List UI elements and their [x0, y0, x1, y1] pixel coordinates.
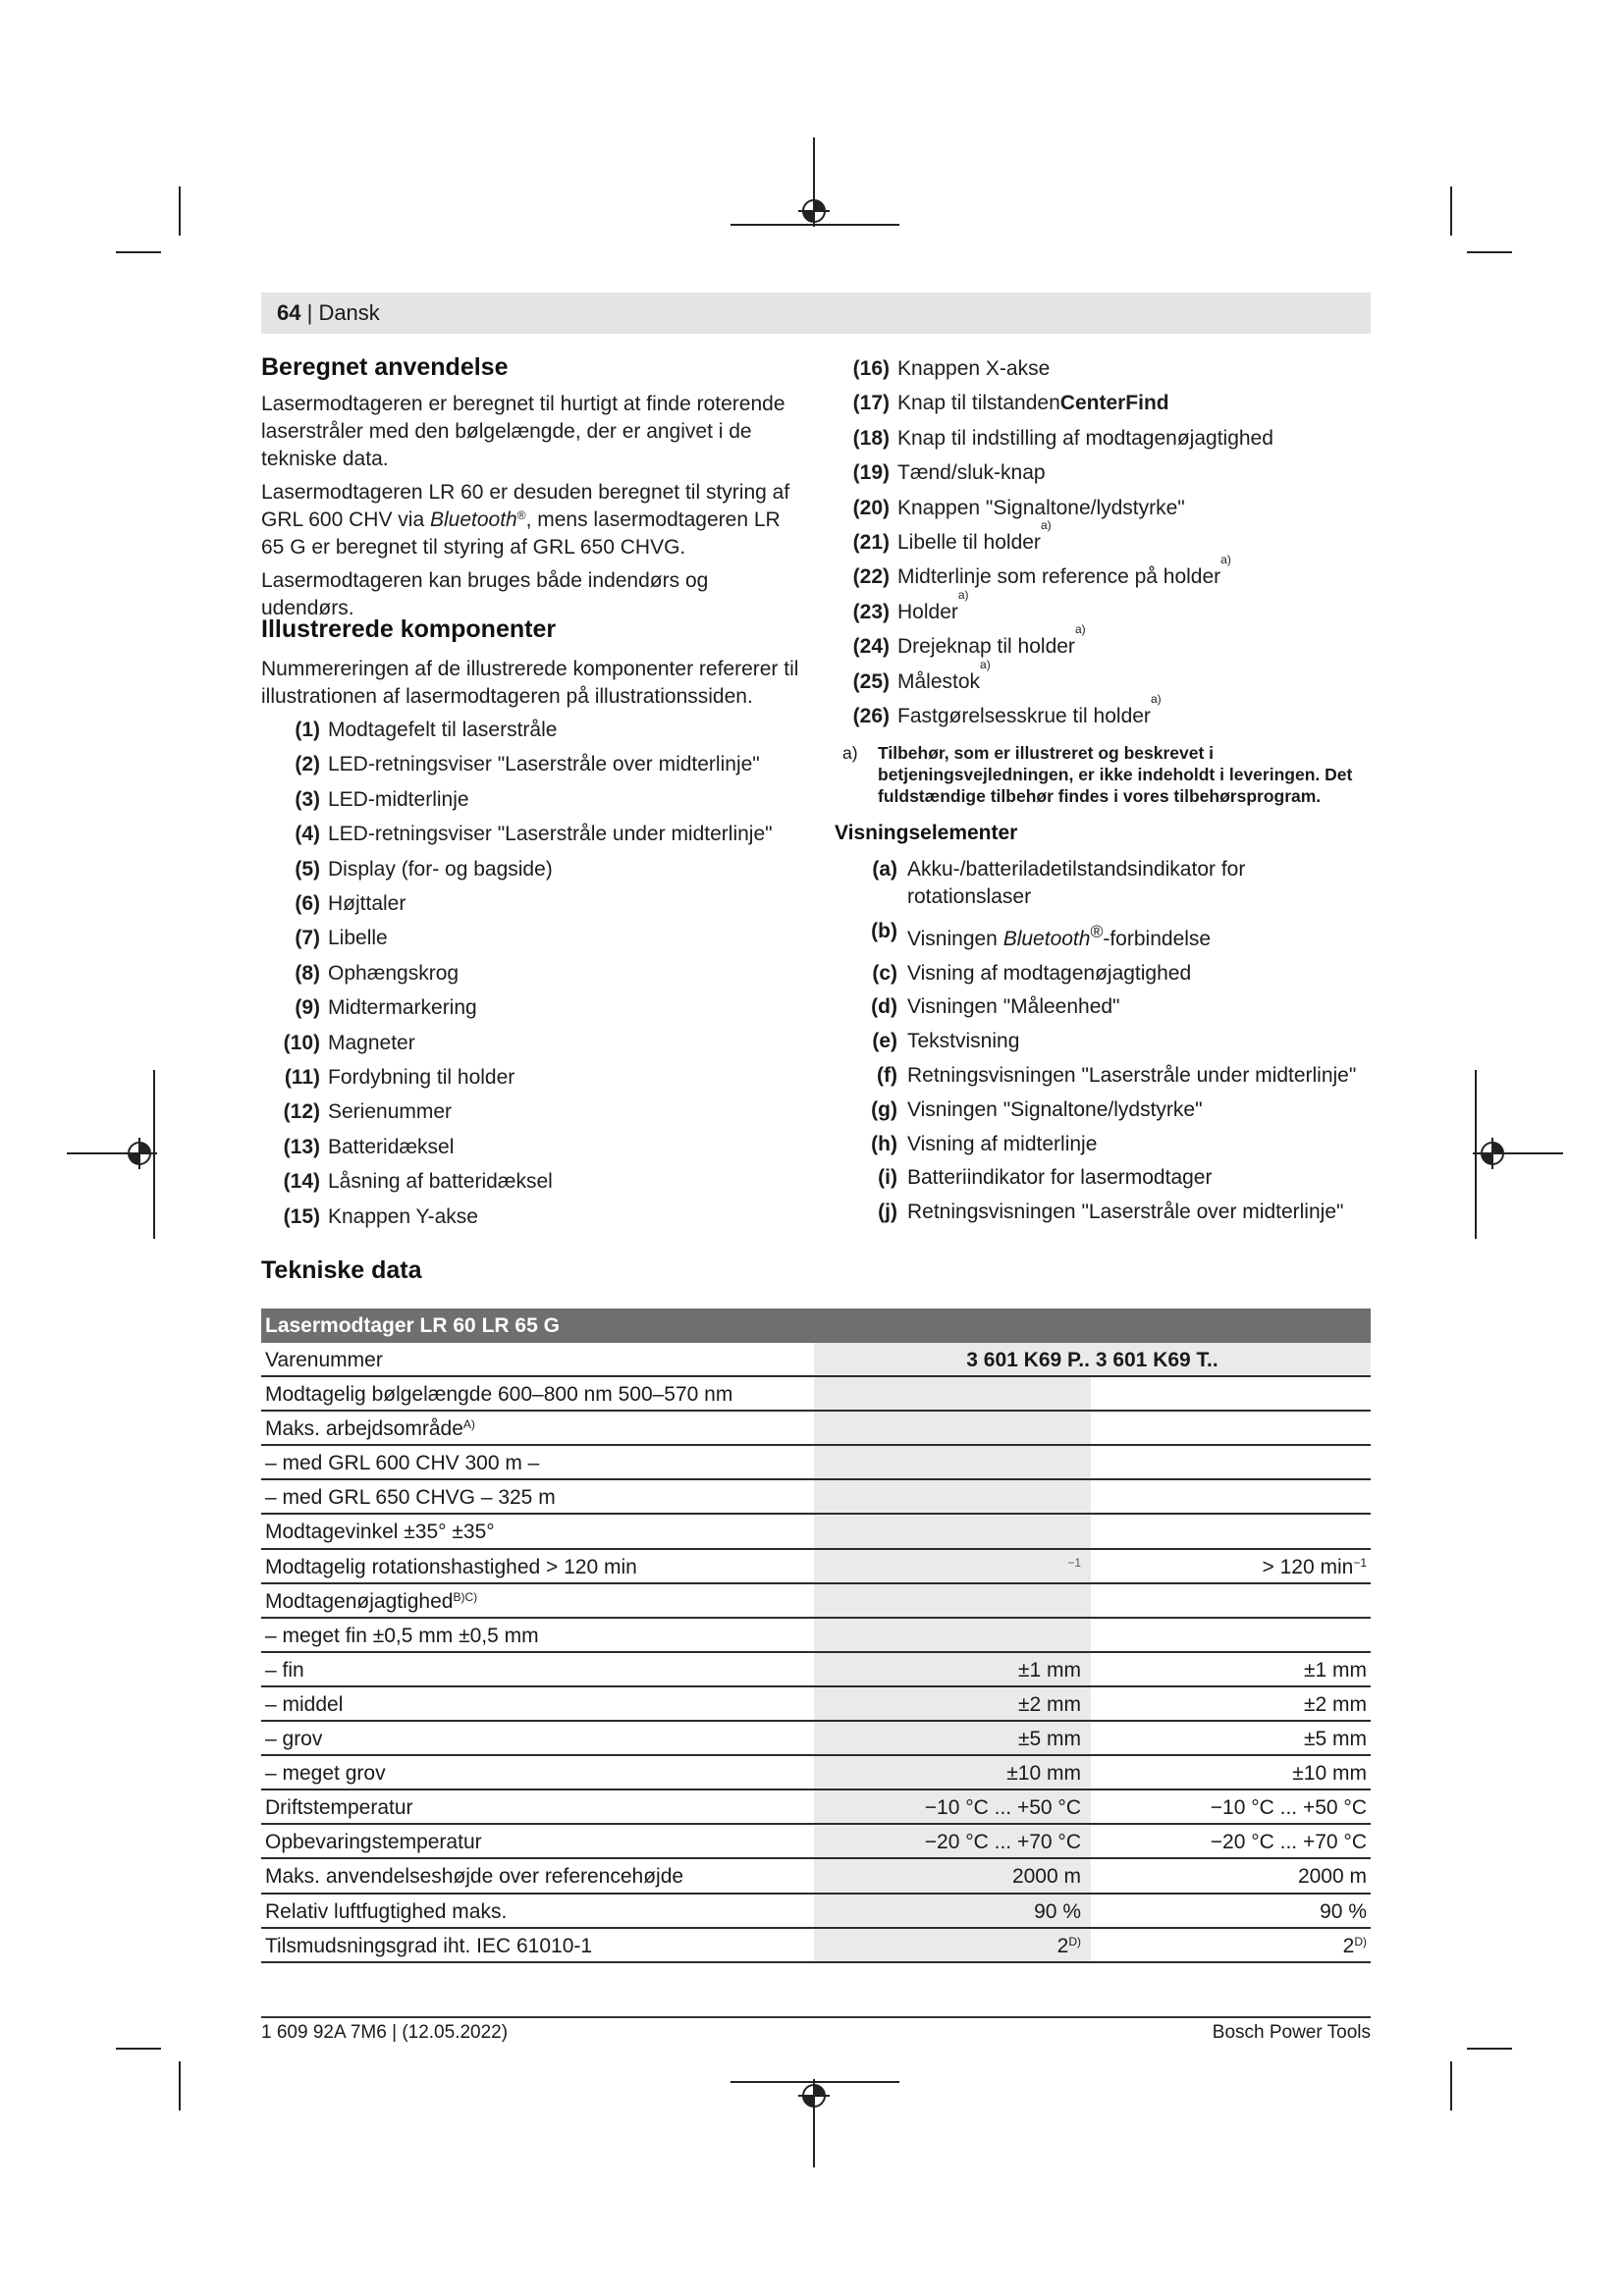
item-after: -forbindelse	[1103, 927, 1212, 950]
table-row	[261, 1343, 1371, 1377]
item-label: Modtagefelt til laserstråle	[328, 719, 558, 741]
item-text	[907, 960, 1191, 988]
item-key: (f)	[877, 1063, 897, 1087]
list-item	[271, 817, 773, 851]
table-row	[261, 1790, 1371, 1825]
item-label: Midtermarkering	[328, 996, 477, 1020]
row-label	[261, 1446, 814, 1478]
list-item	[840, 518, 1273, 560]
row-label-text: – meget grov	[265, 1762, 386, 1786]
row-label	[261, 1895, 814, 1927]
registered-mark: ®	[516, 508, 526, 522]
row-label	[261, 1929, 814, 1961]
item-number: (26)	[852, 705, 890, 728]
list-item	[840, 657, 1273, 699]
item-number: (2)	[295, 753, 320, 776]
item-number: (16)	[852, 357, 890, 380]
item-label: Knap til indstilling af modtagenøjagtighed	[897, 426, 1273, 450]
table-row	[261, 1515, 1371, 1549]
table-head: Lasermodtager LR 60 LR 65 G	[261, 1308, 1371, 1343]
page-header	[261, 293, 1371, 334]
row-label-text: – med GRL 650 CHVG – 325 m	[265, 1486, 556, 1510]
section-title-intended-use: Beregnet anvendelse	[261, 353, 509, 381]
item-label: Højttaler	[328, 892, 406, 916]
row-label-text: Tilsmudsningsgrad iht. IEC 61010-1	[265, 1934, 593, 1957]
table-row	[261, 1480, 1371, 1515]
row-label-text: – grov	[265, 1728, 323, 1751]
list-item	[271, 1200, 773, 1234]
article-label: Varenummer	[265, 1349, 383, 1371]
list-item	[850, 993, 1361, 1021]
value-lr60	[814, 1722, 1091, 1754]
item-label: Retningsvisningen "Laserstråle under midterlinje"	[907, 1063, 1357, 1087]
item-label: Tænd/sluk-knap	[897, 461, 1046, 485]
item-label: Knappen Y-akse	[328, 1204, 478, 1228]
value-lr65g	[1091, 1446, 1371, 1478]
value-text: ±10 mm	[1006, 1762, 1081, 1786]
item-text	[907, 1096, 1203, 1124]
value-lr65g	[1091, 1756, 1371, 1789]
item-label: Visningen "Signaltone/lydstyrke"	[907, 1097, 1203, 1121]
value-lr65g	[1091, 1790, 1371, 1823]
item-number: (22)	[852, 565, 890, 589]
item-label: Ophængskrog	[328, 961, 460, 985]
item-label: Visning af midterlinje	[907, 1132, 1098, 1155]
row-label	[261, 1550, 814, 1582]
item-label: Holder	[897, 600, 958, 623]
value-lr60	[814, 1929, 1091, 1961]
item-label: Display (for- og bagside)	[328, 857, 553, 881]
table-row	[261, 1550, 1371, 1584]
row-label-text: – middel	[265, 1692, 344, 1716]
footer-document-id: 1 609 92A 7M6 | (12.05.2022)	[261, 2022, 509, 2043]
footnote-ref: A)	[462, 1417, 475, 1432]
item-label: Visningen	[907, 927, 1003, 950]
value-lr60	[814, 1584, 1091, 1617]
value-lr60	[814, 1619, 1091, 1651]
list-item	[271, 886, 773, 921]
value-lr60	[814, 1515, 1091, 1547]
value-lr60	[814, 1480, 1091, 1513]
list-item	[271, 1130, 773, 1164]
item-number: (25)	[852, 669, 890, 693]
value-text: ±2 mm	[1017, 1692, 1081, 1716]
item-label: Akku-/batteriladetilstandsindikator for rotationslaser	[907, 858, 1246, 908]
registration-target-icon	[1477, 1138, 1508, 1169]
row-label-text: – meget fin ±0,5 mm ±0,5 mm	[265, 1624, 539, 1647]
item-label: Visning af modtagenøjagtighed	[907, 961, 1192, 985]
section-title-components: Illustrerede komponenter	[261, 615, 557, 643]
item-key: (h)	[871, 1132, 897, 1155]
list-item	[840, 491, 1273, 525]
list-item	[840, 455, 1273, 490]
value-text: > 120 min	[1262, 1555, 1354, 1578]
item-italic: Bluetooth	[1002, 927, 1091, 950]
value-lr60	[814, 1412, 1091, 1444]
table-row	[261, 1722, 1371, 1756]
item-label: Knappen X-akse	[897, 357, 1051, 380]
list-item	[850, 960, 1361, 988]
value-text: 2	[1342, 1934, 1355, 1957]
value-lr65g	[1091, 1412, 1371, 1444]
crop-mark	[116, 251, 161, 253]
value-lr65g	[1091, 1929, 1371, 1961]
item-label: Fordybning til holder	[328, 1066, 515, 1090]
list-item	[271, 713, 773, 747]
table-row	[261, 1895, 1371, 1929]
row-label	[261, 1584, 814, 1617]
footnote-ref: B)C)	[453, 1589, 478, 1604]
footnote-ref: a)	[980, 657, 991, 671]
item-number: (12)	[283, 1100, 320, 1124]
list-item	[271, 956, 773, 990]
value-lr65g	[1091, 1653, 1371, 1685]
page-number: 64	[277, 300, 301, 325]
components-intro: Nummereringen af de illustrerede komponenter refererer til illustrationen af lasermodtageren på illustrationssiden.	[261, 658, 799, 708]
value-lr65g	[1091, 1550, 1371, 1582]
row-label	[261, 1825, 814, 1857]
item-text	[907, 1028, 1019, 1055]
table-row	[261, 1929, 1371, 1963]
value-text: −20 °C ... +70 °C	[924, 1831, 1081, 1854]
item-number: (23)	[852, 600, 890, 623]
value-text: 2000 m	[1011, 1865, 1081, 1889]
item-number: (15)	[283, 1204, 320, 1228]
item-text	[907, 1199, 1343, 1226]
list-item	[850, 1131, 1361, 1158]
list-item	[271, 747, 773, 781]
item-label: Visningen "Måleenhed"	[907, 995, 1120, 1019]
item-text	[907, 918, 1211, 953]
value-text: 90 %	[1034, 1899, 1081, 1923]
row-label	[261, 1722, 814, 1754]
table-row	[261, 1446, 1371, 1480]
value-text: 90 %	[1320, 1899, 1367, 1923]
item-text	[907, 1131, 1097, 1158]
table-row	[261, 1687, 1371, 1722]
value-lr60	[814, 1825, 1091, 1857]
value-lr65g	[1091, 1687, 1371, 1720]
item-label: Batteridæksel	[328, 1135, 455, 1158]
value-text: ±5 mm	[1303, 1728, 1367, 1751]
item-label: Knappen "Signaltone/lydstyrke"	[897, 496, 1185, 519]
list-item	[850, 1062, 1361, 1090]
list-item	[840, 692, 1273, 733]
value-sup: −1	[1067, 1555, 1081, 1570]
item-key: (e)	[872, 1030, 897, 1053]
row-label-text: Modtagenøjagtighed	[265, 1589, 454, 1613]
value-lr65g	[1091, 1619, 1371, 1651]
components-footnote	[842, 742, 1365, 807]
item-label: Målestok	[897, 669, 981, 693]
item-text	[907, 993, 1120, 1021]
components-list-right	[840, 351, 1273, 733]
registered-mark: ®	[1090, 921, 1104, 941]
item-label: Batteriindikator for lasermodtager	[907, 1166, 1213, 1190]
footnote-ref: a)	[1150, 692, 1162, 707]
crop-mark	[1450, 2061, 1452, 2110]
crop-mark	[179, 187, 181, 236]
item-number: (1)	[295, 719, 320, 741]
item-key: (b)	[871, 919, 897, 942]
list-item	[271, 1060, 773, 1095]
item-label: Retningsvisningen "Laserstråle over midterlinje"	[907, 1201, 1344, 1224]
list-item	[850, 1028, 1361, 1055]
value-text: ±10 mm	[1292, 1762, 1367, 1786]
value-lr65g	[1091, 1825, 1371, 1857]
tech-data-table	[261, 1308, 1371, 1963]
registration-target-icon	[798, 195, 830, 227]
list-item	[850, 1096, 1361, 1124]
section-title-tech: Tekniske data	[261, 1256, 422, 1284]
value-text: −10 °C ... +50 °C	[924, 1796, 1081, 1820]
row-label-text: – med GRL 600 CHV 300 m –	[265, 1452, 540, 1475]
table-row	[261, 1756, 1371, 1790]
row-label	[261, 1619, 814, 1651]
table-row	[261, 1619, 1371, 1653]
row-label-text: Maks. anvendelseshøjde over referencehøjde	[265, 1865, 684, 1889]
list-item	[850, 856, 1361, 911]
table-row	[261, 1412, 1371, 1446]
item-number: (8)	[295, 961, 320, 985]
list-item	[271, 1095, 773, 1129]
item-number: (9)	[295, 996, 320, 1020]
item-number: (20)	[852, 496, 890, 519]
value-lr65g	[1091, 1859, 1371, 1892]
intended-use-text	[261, 391, 801, 628]
row-label	[261, 1790, 814, 1823]
footer-brand: Bosch Power Tools	[1212, 2022, 1371, 2043]
value-lr60	[814, 1446, 1091, 1478]
item-bold: CenterFind	[1059, 392, 1169, 415]
item-number: (10)	[283, 1031, 320, 1054]
row-label	[261, 1653, 814, 1685]
item-number: (7)	[295, 927, 320, 950]
list-item	[840, 386, 1273, 420]
bluetooth-word: Bluetooth	[429, 508, 517, 531]
footnote-label: a)	[842, 743, 858, 763]
footnote-text: Tilbehør, som er illustreret og beskrevet i betjeningsvejledningen, er ikke indeholdt i leveringen. Det fuldstændige tilbehør findes i vores tilbehørsprogram.	[878, 743, 1353, 806]
item-number: (6)	[295, 892, 320, 916]
list-item	[840, 421, 1273, 455]
footer-rule	[261, 2016, 1371, 2018]
value-lr60	[814, 1653, 1091, 1685]
item-text	[907, 1062, 1356, 1090]
item-label: LED-retningsviser "Laserstråle under midterlinje"	[328, 823, 773, 846]
value-text: 2000 m	[1297, 1865, 1367, 1889]
table-row	[261, 1377, 1371, 1412]
value-lr65g	[1091, 1377, 1371, 1410]
list-item	[850, 1164, 1361, 1192]
list-item	[271, 921, 773, 955]
item-text	[907, 856, 1361, 911]
item-number: (14)	[283, 1170, 320, 1194]
row-label	[261, 1687, 814, 1720]
value-lr60	[814, 1377, 1091, 1410]
row-label-text: – fin	[265, 1658, 304, 1682]
value-sup: D)	[1354, 1934, 1367, 1949]
list-item	[850, 918, 1361, 953]
item-label: Knap til tilstanden	[897, 392, 1060, 415]
crop-mark	[116, 2048, 161, 2050]
list-item	[271, 782, 773, 817]
item-number: (19)	[852, 461, 890, 485]
value-text: ±1 mm	[1017, 1658, 1081, 1682]
footnote-ref: a)	[1074, 622, 1086, 637]
table-row	[261, 1859, 1371, 1894]
item-label: Tekstvisning	[907, 1030, 1020, 1053]
item-label: Midterlinje som reference på holder	[897, 565, 1221, 589]
value-sup: D)	[1068, 1934, 1081, 1949]
header-language: Dansk	[318, 300, 380, 325]
footnote-ref: a)	[957, 587, 969, 602]
row-label-text: Modtagelig bølgelængde 600–800 nm 500–570 nm	[265, 1383, 733, 1407]
value-lr60	[814, 1756, 1091, 1789]
list-item	[850, 1199, 1361, 1226]
registration-target-icon	[798, 2080, 830, 2111]
crop-mark	[1467, 2048, 1512, 2050]
item-number: (21)	[852, 531, 890, 555]
list-item	[840, 622, 1273, 664]
value-text: ±2 mm	[1303, 1692, 1367, 1716]
item-key: (g)	[871, 1097, 897, 1121]
value-lr60	[814, 1687, 1091, 1720]
intended-use-p1: Lasermodtageren er beregnet til hurtigt at finde roterende laserstråler med den bølgelængde, der er angivet i de tekniske data.	[261, 393, 785, 470]
list-item	[840, 351, 1273, 386]
item-label: Låsning af batteridæksel	[328, 1170, 553, 1194]
components-list-left	[271, 713, 773, 1234]
table-row	[261, 1825, 1371, 1859]
item-label: Fastgørelsesskrue til holder	[897, 705, 1151, 728]
crop-mark	[1467, 251, 1512, 253]
table-body	[261, 1377, 1371, 1963]
value-lr60	[814, 1790, 1091, 1823]
footnote-ref: a)	[1040, 518, 1052, 533]
row-label	[261, 1859, 814, 1892]
table-row	[261, 1584, 1371, 1619]
value-text: 2	[1056, 1934, 1069, 1957]
item-label: Magneter	[328, 1031, 415, 1054]
value-lr65g	[1091, 1584, 1371, 1617]
crop-mark	[179, 2061, 181, 2110]
row-label-text: Opbevaringstemperatur	[265, 1831, 482, 1854]
row-label	[261, 1515, 814, 1547]
row-label-text: Maks. arbejdsområde	[265, 1417, 463, 1441]
intended-use-p2-b: , mens lasermodtageren LR 65 G er beregnet til styring af GRL 650 CHVG.	[261, 508, 781, 559]
intended-use-p2-a: Lasermodtageren LR 60 er desuden beregnet til styring af GRL 600 CHV via	[261, 481, 790, 531]
list-item	[271, 1164, 773, 1199]
item-key: (i)	[878, 1166, 897, 1190]
value-lr65g	[1091, 1895, 1371, 1927]
item-number: (13)	[283, 1135, 320, 1158]
row-label-text: Relativ luftfugtighed maks.	[265, 1899, 508, 1923]
crop-mark	[1450, 187, 1452, 236]
item-number: (17)	[852, 392, 890, 415]
item-key: (c)	[872, 961, 897, 985]
article-value: 3 601 K69 P.. 3 601 K69 T..	[814, 1343, 1371, 1375]
row-label	[261, 1377, 814, 1410]
value-lr65g	[1091, 1722, 1371, 1754]
item-key: (j)	[878, 1201, 897, 1224]
item-label: Libelle	[328, 927, 388, 950]
item-label: LED-midterlinje	[328, 787, 469, 811]
value-text: −20 °C ... +70 °C	[1210, 1831, 1367, 1854]
display-elements-list	[850, 856, 1361, 1233]
item-number: (4)	[295, 823, 320, 846]
value-lr65g	[1091, 1480, 1371, 1513]
item-key: (a)	[872, 858, 897, 881]
list-item	[271, 990, 773, 1025]
header-separator: |	[300, 300, 319, 325]
item-key: (d)	[871, 995, 897, 1019]
intended-use-p3: Lasermodtageren kan bruges både indendørs og udendørs.	[261, 569, 709, 619]
item-label: Serienummer	[328, 1100, 453, 1124]
value-text: −10 °C ... +50 °C	[1210, 1796, 1367, 1820]
item-label: Libelle til holder	[897, 531, 1041, 555]
value-text: ±5 mm	[1017, 1728, 1081, 1751]
row-label-text: Driftstemperatur	[265, 1796, 413, 1820]
row-label	[261, 1756, 814, 1789]
item-number: (11)	[284, 1066, 320, 1090]
value-lr65g	[1091, 1515, 1371, 1547]
item-number: (3)	[295, 787, 320, 811]
value-lr60	[814, 1859, 1091, 1892]
footnote-ref: a)	[1220, 553, 1231, 567]
value-text: ±1 mm	[1303, 1658, 1367, 1682]
row-label	[261, 1480, 814, 1513]
item-number: (24)	[852, 635, 890, 659]
list-item	[271, 1026, 773, 1060]
item-text	[907, 1164, 1212, 1192]
row-label-text: Modtagelig rotationshastighed > 120 min	[265, 1555, 637, 1578]
item-number: (18)	[852, 426, 890, 450]
item-label: LED-retningsviser "Laserstråle over midterlinje"	[328, 753, 760, 776]
section-title-display: Visningselementer	[835, 822, 1018, 844]
item-label: Drejeknap til holder	[897, 635, 1075, 659]
registration-target-icon	[124, 1138, 155, 1169]
value-lr60	[814, 1895, 1091, 1927]
intended-use-p2	[261, 479, 801, 561]
list-item	[271, 852, 773, 886]
row-label-text: Modtagevinkel ±35° ±35°	[265, 1521, 495, 1544]
row-label	[261, 1412, 814, 1444]
value-lr60	[814, 1550, 1091, 1582]
value-sup: −1	[1353, 1555, 1367, 1570]
item-number: (5)	[295, 857, 320, 881]
list-item	[840, 587, 1273, 629]
table-row	[261, 1653, 1371, 1687]
list-item	[840, 553, 1273, 594]
